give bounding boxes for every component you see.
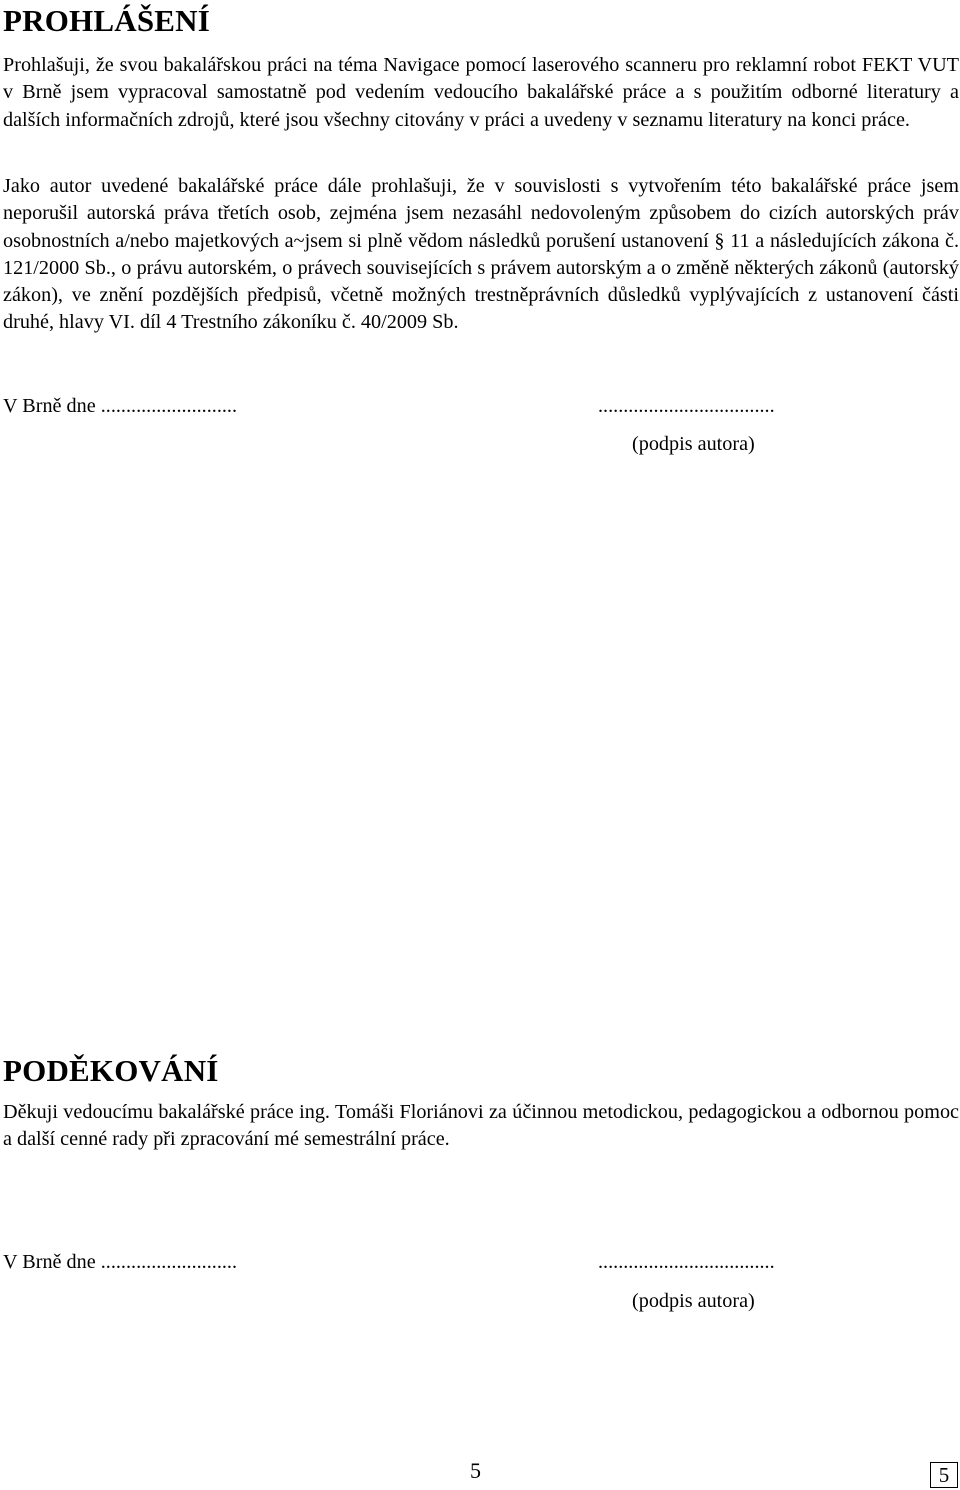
- declaration-heading: PROHLÁŠENÍ: [3, 3, 210, 38]
- acknowledgement-signature-dots: ...................................: [598, 1251, 775, 1273]
- acknowledgement-heading: PODĚKOVÁNÍ: [3, 1053, 219, 1088]
- declaration-signature-label: (podpis autora): [632, 433, 755, 455]
- acknowledgement-signature-label: (podpis autora): [632, 1290, 755, 1312]
- declaration-paragraph-1: Prohlašuji, že svou bakalářskou práci na téma Navigace pomocí laserového scanneru pro reklamní robot FEKT VUT v Brně jsem vypracoval samostatně pod vedením vedoucího bakalářské práce a s použitím odborné literatury a dalších informačních zdrojů, které jsou všechny citovány v práci a uvedeny v seznamu literatury na konci práce.: [3, 54, 959, 131]
- page-number-box: 5: [930, 1462, 958, 1488]
- acknowledgement-date-line: V Brně dne ...........................: [3, 1251, 238, 1273]
- declaration-paragraph-2: Jako autor uvedené bakalářské práce dále prohlašuji, že v souvislosti s vytvořením této bakalářské práce jsem neporušil autorská práva třetích osob, zejména jsem nezasáhl nedovoleným způsobem do cizích autorských práv osobnostních a/nebo majetkových a~jsem si plně vědom následků porušení ustanovení § 11 a následujících zákona č. 121/2000 Sb., o právu autorském, o právech souvisejících s právem autorským a o změně některých zákonů (autorský zákon), ve znění pozdějších předpisů, včetně možných trestněprávních důsledků vyplývajících z ustanovení části druhé, hlavy VI. díl 4 Trestního zákoníku č. 40/2009 Sb.: [3, 175, 959, 334]
- page-number: 5: [470, 1458, 481, 1483]
- acknowledgement-paragraph: Děkuji vedoucímu bakalářské práce ing. Tomáši Floriánovi za účinnou metodickou, pedagogickou a odbornou pomoc a další cenné rady při zpracování mé semestrální práce.: [3, 1101, 959, 1151]
- declaration-date-line: V Brně dne ...........................: [3, 395, 238, 417]
- declaration-signature-dots: ...................................: [598, 395, 775, 417]
